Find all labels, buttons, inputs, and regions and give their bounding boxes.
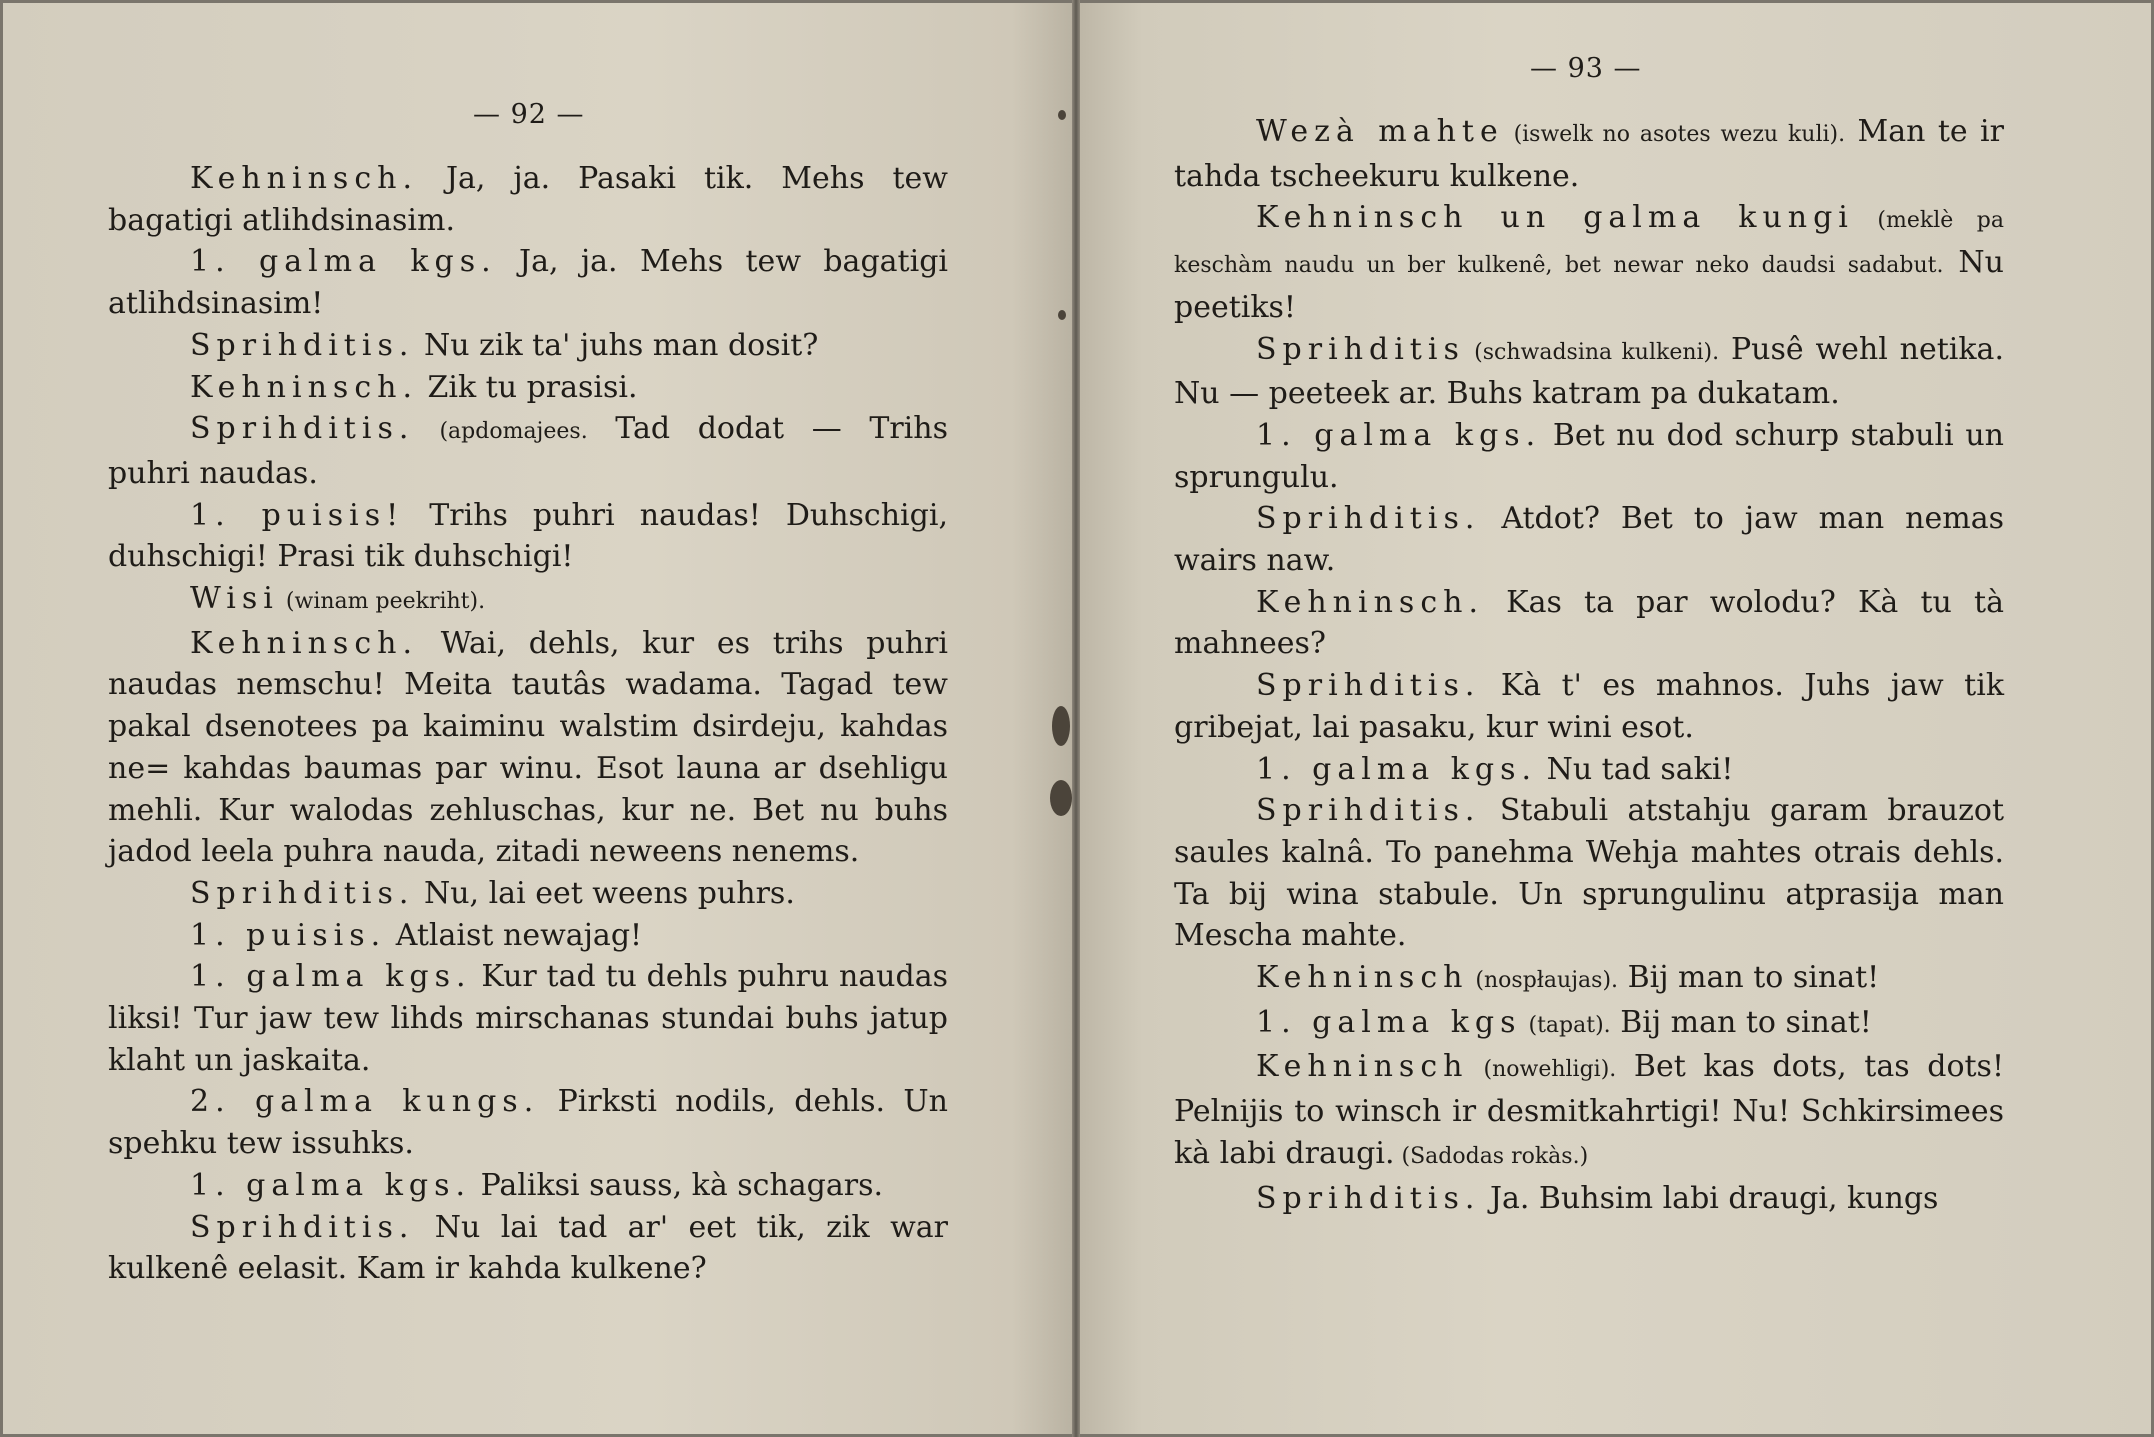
dialogue-text: Kas ta par wolodu? Kà tu tà mahnees? — [1174, 584, 2004, 662]
dialogue-text: Man te ir tahda tscheekuru kulkene. — [1174, 114, 2004, 194]
speaker-name: 1. puisis! — [190, 497, 405, 533]
dialogue-paragraph — [108, 1081, 948, 1164]
dialogue-paragraph — [1174, 1002, 2004, 1047]
speaker-name: Sprihditis. — [1256, 1180, 1481, 1216]
dialogue-paragraph — [1174, 498, 2004, 581]
speaker-name: Sprihditis. — [190, 411, 415, 447]
dialogue-text: Bet nu dod schurp stabuli un sprungulu. — [1174, 417, 2004, 495]
dialogue-text: Tad dodat — — [587, 411, 842, 447]
stage-direction: (winam peekriht). — [278, 589, 486, 615]
speaker-name: Kehninsch. — [190, 625, 418, 661]
speaker-name: 2. galma kungs. — [190, 1084, 540, 1120]
page-number-left: — 92 — — [473, 99, 585, 130]
stain-mark — [1050, 780, 1072, 816]
dialogue-paragraph — [108, 241, 948, 324]
speaker-name: 1. galma kgs — [1256, 1004, 1522, 1040]
dialogue-paragraph — [1174, 415, 2004, 498]
dialogue-paragraph — [108, 623, 948, 873]
dialogue-text: Ja, ja. Mehs tew bagatigi atlihdsinasim! — [108, 244, 948, 322]
stage-direction: (apdomajees. — [414, 419, 588, 445]
dialogue-paragraph — [1174, 1046, 2004, 1177]
dialogue-text: Zik tu prasisi. — [417, 369, 638, 405]
book-gutter — [1072, 0, 1080, 1437]
dialogue-text: Wai, dehls, kur es trihs puhri naudas nemschu! Meita tautâs wadama. Tagad tew pakal dsenotees pa kaiminu walstim dsirdeju, kahdas ne= kahdas baumas par winu. Esot launa ar dsehligu mehli. Kur walodas zehluschas, kur ne. Bet nu buhs jadod leela puhra nauda, zitadi neweens nenems. — [108, 625, 948, 870]
speaker-name: Kehninsch. — [1256, 584, 1484, 620]
dialogue-text: Ja. Buhsim labi draugi, kungs — [1480, 1180, 1939, 1216]
stain-mark — [1052, 706, 1070, 746]
dialogue-text: Kà t' es mahnos. Juhs jaw tik gribejat, lai pasaku, kur wini esot. — [1174, 668, 2004, 745]
speaker-name: Sprihditis. — [190, 875, 415, 911]
dialogue-paragraph — [1174, 957, 2004, 1002]
dialogue-text: Paliksi sauss, kà schagars. — [471, 1167, 884, 1203]
dialogue-paragraph — [108, 158, 948, 241]
left-page-text — [108, 158, 948, 1290]
dialogue-text: Nu zik ta' juhs man dosit? — [414, 327, 819, 363]
dialogue-text: Nu lai tad ar' eet tik, zik war kulkenê eelasit. Kam ir kahda kulkene? — [108, 1209, 948, 1287]
dialogue-text: Atdot? Bet to jaw man nemas wairs naw. — [1174, 501, 2004, 579]
dialogue-paragraph — [108, 325, 948, 367]
dialogue-text: Ja, ja. Pasaki tik. Mehs tew bagatigi atlihdsinasim. — [108, 161, 948, 238]
dialogue-text: Nu tad saki! — [1537, 751, 1734, 787]
dialogue-text: Kur tad tu dehls puhru naudas liksi! Tur jaw tew lihds mirschanas stundai buhs jatup klaht un jaskaita. — [108, 959, 948, 1078]
speaker-name: Kehninsch — [1256, 1049, 1469, 1085]
stage-direction: (tapat). — [1521, 1012, 1611, 1038]
dialogue-text: Nu peetiks! — [1174, 245, 2005, 325]
dialogue-paragraph — [108, 408, 948, 494]
speaker-name: Sprihditis. — [1256, 793, 1481, 829]
dialogue-text: Trihs puhri naudas! Duhschigi, duhschigi! Prasi tik duhschigi! — [108, 497, 948, 575]
dialogue-paragraph — [108, 1207, 948, 1290]
dialogue-paragraph — [108, 495, 948, 578]
dialogue-paragraph — [1174, 197, 2004, 328]
speaker-name: 1. puisis. — [190, 917, 387, 953]
speaker-name: Sprihditis. — [190, 1209, 415, 1245]
stain-mark — [1058, 110, 1066, 120]
stage-direction: (Sadodas rokàs.) — [1394, 1143, 1589, 1169]
stage-direction: (schwadsina kulkeni). — [1464, 339, 1720, 365]
stage-direction: (nospłaujas). — [1468, 968, 1619, 994]
speaker-name: Kehninsch un galma kungi — [1256, 200, 1854, 236]
speaker-name: Kehninsch. — [190, 161, 418, 196]
stage-direction: (nowehligi). — [1468, 1057, 1617, 1083]
speaker-name: 1. galma kgs. — [190, 1167, 472, 1203]
speaker-name: Kehninsch — [1256, 960, 1469, 996]
speaker-name: Sprihditis. — [190, 327, 415, 363]
left-page — [0, 0, 1076, 1437]
dialogue-text: Bij man to sinat! — [1610, 1004, 1872, 1040]
dialogue-paragraph — [108, 578, 948, 623]
dialogue-text: Pusê wehl netika. Nu — peeteek ar. Buhs katram pa dukatam. — [1174, 331, 2004, 412]
dialogue-text: Bet kas dots, tas dots! Pelnijis to winsch ir desmitkahrtigi! Nu! Schkirsimees kà labi draugi. — [1174, 1049, 2005, 1171]
dialogue-paragraph — [1174, 665, 2004, 748]
stage-direction: (iswelk no asotes wezu kuli). — [1503, 122, 1846, 147]
speaker-name: Wezà mahte — [1256, 114, 1504, 149]
speaker-name: Sprihditis — [1256, 331, 1465, 367]
speaker-name: Kehninsch. — [190, 369, 418, 405]
right-page — [1078, 0, 2154, 1437]
dialogue-paragraph — [108, 956, 948, 1081]
dialogue-paragraph — [1174, 329, 2004, 415]
dialogue-text: Atlaist newajag! — [386, 917, 643, 953]
speaker-name: Sprihditis. — [1256, 501, 1481, 537]
stage-direction: (meklè pa keschàm naudu un ber kulkenê, bet newar neko daudsi sadabut. — [1174, 208, 2004, 279]
speaker-name: 1. galma kgs. — [1256, 417, 1542, 453]
stain-mark — [1058, 310, 1066, 320]
speaker-name: Sprihditis. — [1256, 668, 1481, 704]
dialogue-text: Trihs puhri naudas. — [108, 411, 948, 491]
dialogue-text: Pirksti nodils, dehls. Un spehku tew issuhks. — [108, 1084, 949, 1162]
dialogue-paragraph — [1174, 749, 2004, 791]
speaker-name: 1. galma kgs. — [190, 244, 497, 280]
speaker-name: 1. galma kgs. — [1256, 751, 1538, 787]
dialogue-paragraph — [1174, 1178, 2004, 1220]
dialogue-paragraph — [1174, 790, 2004, 957]
dialogue-text: Nu, lai eet weens puhrs. — [414, 875, 795, 911]
dialogue-paragraph — [1174, 111, 2004, 197]
dialogue-paragraph — [108, 1165, 948, 1207]
right-page-text — [1174, 111, 2004, 1219]
dialogue-paragraph — [1174, 582, 2004, 665]
dialogue-paragraph — [108, 873, 948, 915]
speaker-name: 1. galma kgs. — [190, 959, 472, 995]
dialogue-text: Stabuli atstahju garam brauzot saules kalnâ. To panehma Wehja mahtes otrais dehls. Ta bij wina stabule. Un sprungulinu atprasija man Mescha mahte. — [1174, 793, 2004, 954]
page-number-right: — 93 — — [1530, 53, 1642, 84]
dialogue-paragraph — [108, 915, 948, 957]
speaker-name: Wisi — [190, 581, 279, 617]
dialogue-paragraph — [108, 367, 948, 409]
dialogue-text: Bij man to sinat! — [1618, 960, 1880, 996]
